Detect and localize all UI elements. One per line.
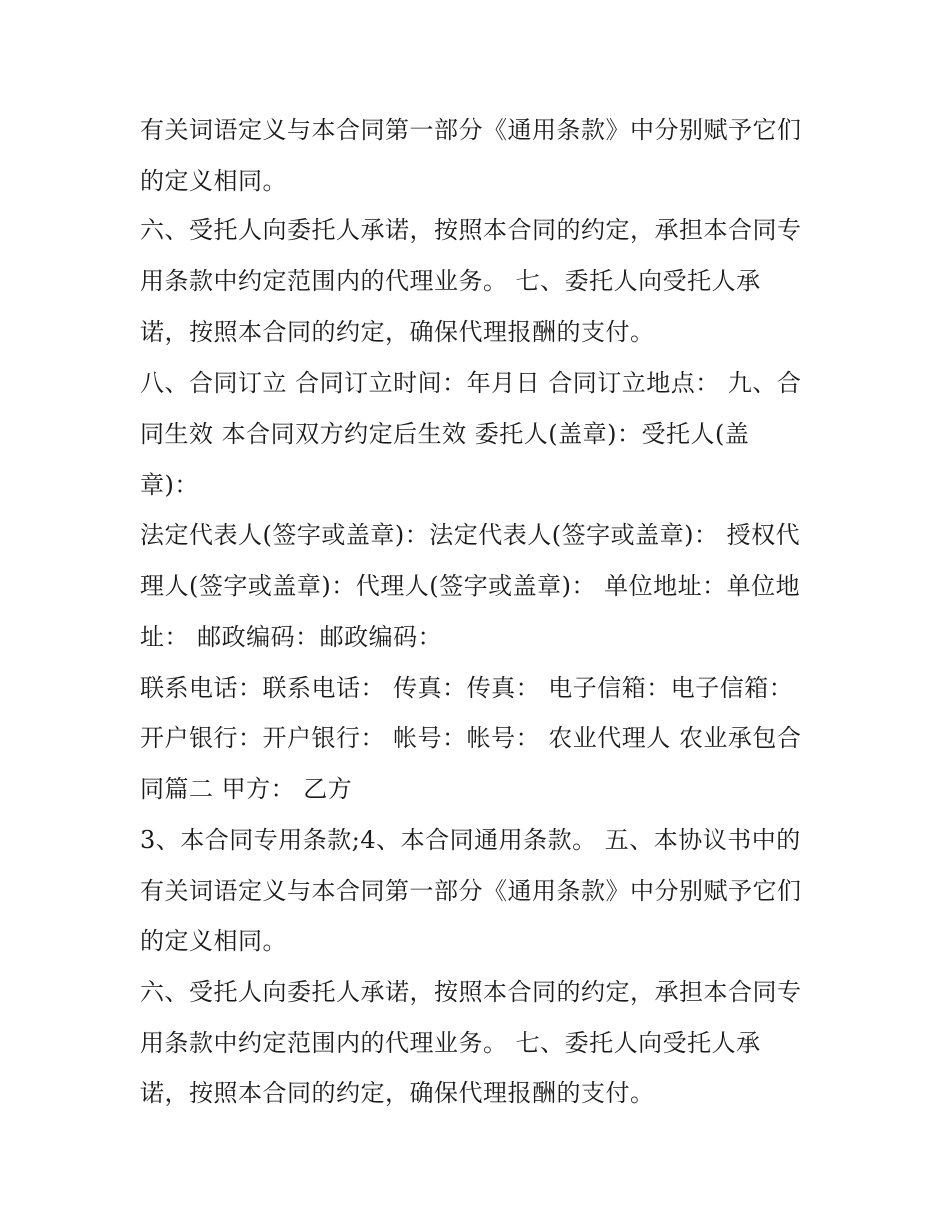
text-line: 用条款中约定范围内的代理业务。 七、委托人向受托人承 <box>140 1029 761 1057</box>
text-line: 理人(签字或盖章)：代理人(签字或盖章)： 单位地址：单位地 <box>140 572 801 600</box>
text-line: 同生效 本合同双方约定后生效 委托人(盖章)：受托人(盖 <box>140 420 750 448</box>
text-line: 诺，按照本合同的约定，确保代理报酬的支付。 <box>140 1079 655 1107</box>
text-line: 诺，按照本合同的约定，确保代理报酬的支付。 <box>140 318 655 346</box>
text-line: 同篇二 甲方： 乙方 <box>140 775 353 803</box>
text-line: 址： 邮政编码：邮政编码： <box>140 623 443 651</box>
text-line: 有关词语定义与本合同第一部分《通用条款》中分别赋予它们 <box>140 877 802 905</box>
text-line: 3、本合同专用条款;4、本合同通用条款。 五、本协议书中的 <box>140 826 801 854</box>
text-line: 六、受托人向委托人承诺，按照本合同的约定，承担本合同专 <box>140 216 802 244</box>
text-line: 八、合同订立 合同订立时间：年月日 合同订立地点： 九、合 <box>140 369 802 397</box>
text-line: 用条款中约定范围内的代理业务。 七、委托人向受托人承 <box>140 267 761 295</box>
text-line: 开户银行：开户银行： 帐号：帐号： 农业代理人 农业承包合 <box>140 724 802 752</box>
text-line: 法定代表人(签字或盖章)：法定代表人(签字或盖章)： 授权代 <box>140 521 801 549</box>
text-line: 六、受托人向委托人承诺，按照本合同的约定，承担本合同专 <box>140 978 802 1006</box>
text-line: 的定义相同。 <box>140 167 287 195</box>
text-line: 章)： <box>140 471 199 499</box>
text-line: 的定义相同。 <box>140 927 287 955</box>
text-line: 联系电话：联系电话： 传真：传真： 电子信箱：电子信箱： <box>140 674 794 702</box>
text-line: 有关词语定义与本合同第一部分《通用条款》中分别赋予它们 <box>140 116 802 144</box>
